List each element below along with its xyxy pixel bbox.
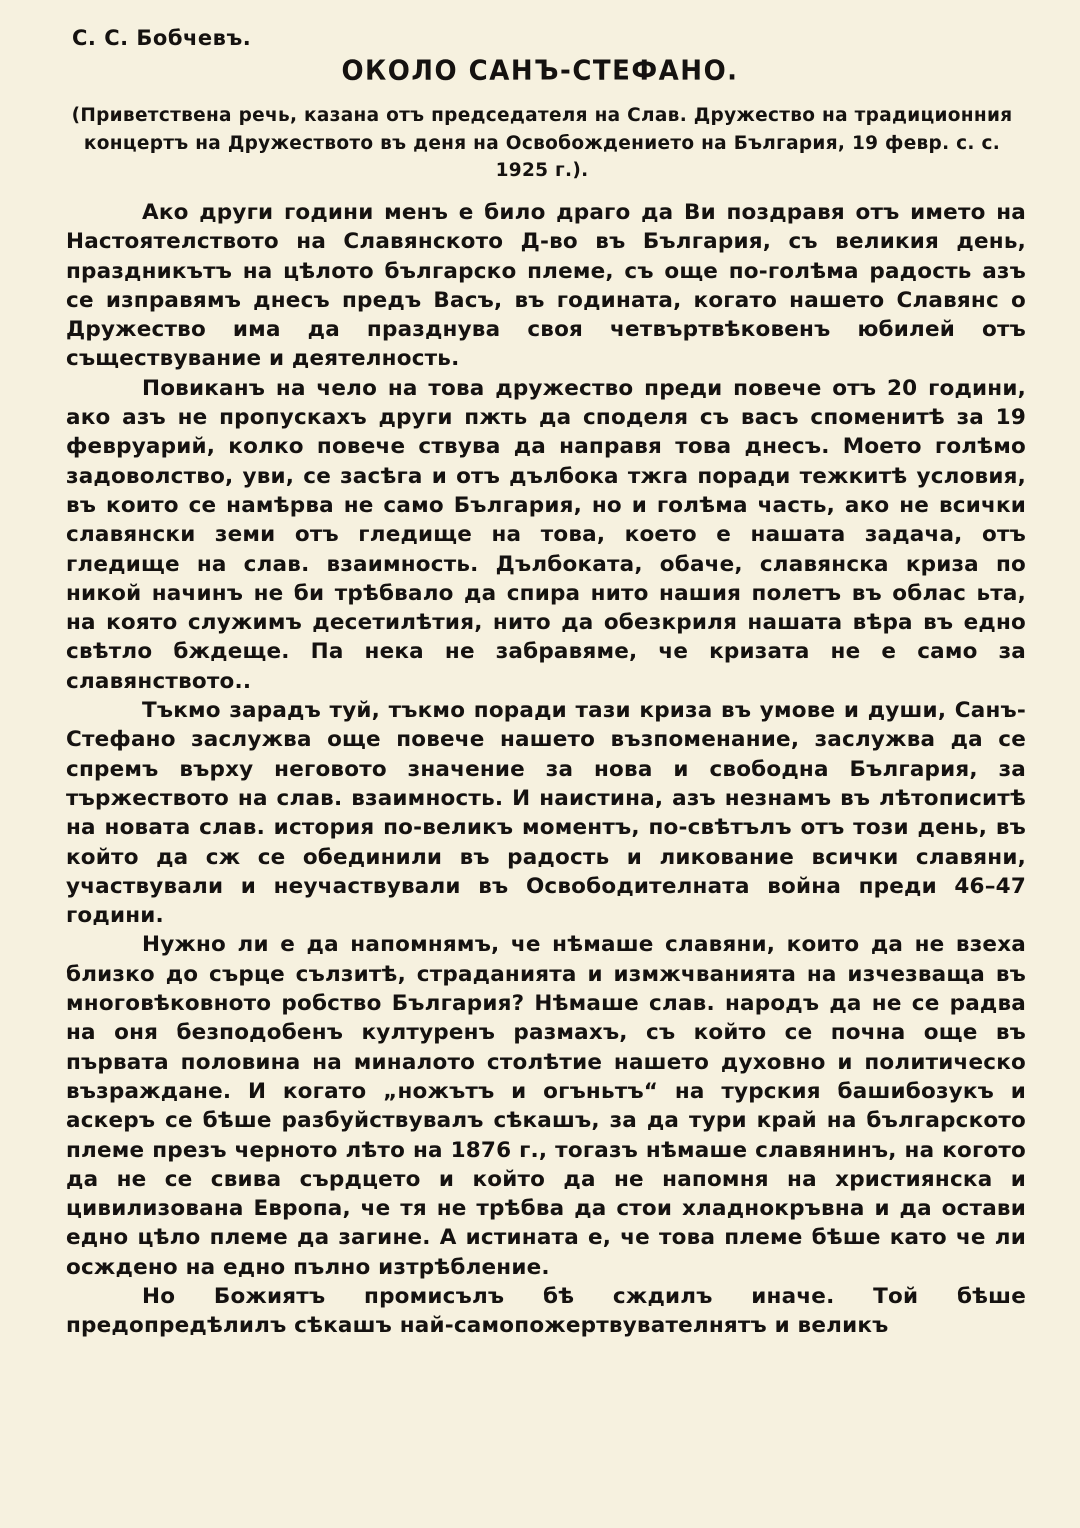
page-title: ОКОЛО САНЪ-СТЕФАНО. <box>341 55 739 87</box>
paragraph: Повиканъ на чело на това дружество преди повече отъ 20 години, ако азъ не пропускахъ други пжть да споделя съ васъ споменитѣ за 19 февруарий, колко повече ствува да направя това днесъ. Моето голѣмо задоволство, уви, се засѣга и отъ дълбока тжга поради тежкитѣ условия, въ които се намѣрва не само България, но и голѣма часть, ако не всички славянски земи отъ гледище на това, което е нашата задача, отъ гледище на слав. взаимность. Дълбоката, обаче, славянска криза по никой начинъ не би трѣбвало да спира нито нашия полетъ въ облас ьта, на която служимъ десетилѣтия, нито да обезкриля нашата вѣра въ едно свѣтло бждеще. Па нека не забравяме, че кризата не е само за славянството.. <box>66 375 1026 694</box>
subtitle-note: (Приветствена речь, казана отъ председателя на Слав. Дружество на традиционния концертъ на Дружеството въ деня на Освобождението на България, 19 февр. с. с. 1925 г.). <box>71 105 1013 181</box>
paragraph: Нужно ли е да напомнямъ, че нѣмаше славяни, които да не взеха близко до сърце сълзитѣ, страданията и измжчванията на изчезваща въ многовѣковното робство България? Нѣмаше слав. народъ да не се радва на оня безподобенъ културенъ размахъ, съ който се почна още въ първата половина на миналото столѣтие нашето духовно и политическо възраждане. И когато „ножътъ и огъньтъ“ на турския башибозукъ и аскеръ се бѣше разбуйствувалъ сѣкашъ, за да тури край на българското племе презъ черното лѣто на 1876 г., тогазъ нѣмаше славянинъ, на когото да не се свива сърдцето и който да не напомня на християнска и цивилизована Европа, че тя не трѣбва да стои хладнокръвна и да остави едно цѣло племе да загине. А истината е, че това племе бѣше като че ли осждено на едно пълно изтрѣбление. <box>66 932 1026 1280</box>
paragraph: Но Божиятъ промисълъ бѣ сждилъ иначе. Той бѣше предопредѣлилъ сѣкашъ най-самопожертвувателнятъ и великъ <box>66 1283 1026 1339</box>
speech-text <box>66 198 1026 1341</box>
paragraph: Тъкмо зарадъ туй, тъкмо поради тази криза въ умове и души, Санъ-Стефано заслужва още повече нашето възпоменание, заслужва да се спремъ върху неговото значение за нова и свободна България, за тържеството на слав. взаимность. И наистина, азъ незнамъ въ лѣтописитѣ на новата слав. история по-великъ моментъ, по-свѣтълъ отъ този день, въ който да сж се обединили въ радость и ликование всички славяни, участвували и неучаствували въ Освободителната война преди 46–47 години. <box>66 698 1026 929</box>
paragraph: Ако други години менъ е било драго да Ви поздравя отъ името на Настоятелството на Славянското Д-во въ България, съ великия день, праздникътъ на цѣлото българско племе, съ още по-голѣма радость азъ се изправямъ днесъ предъ Васъ, въ годината, когато нашето Славянс о Дружество има да празднува своя четвъртвѣковенъ юбилей отъ съществувание и деятелность. <box>66 200 1026 372</box>
author-name: С. С. Бобчевъ. <box>72 26 252 50</box>
